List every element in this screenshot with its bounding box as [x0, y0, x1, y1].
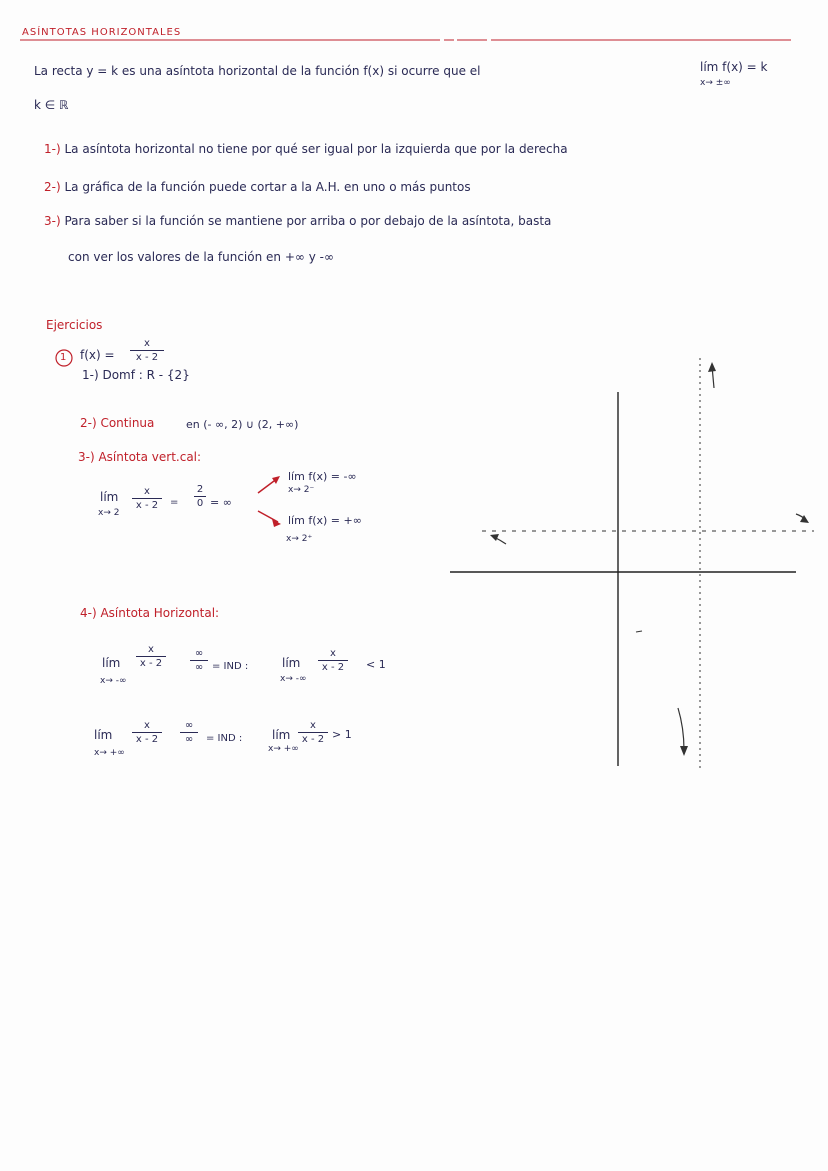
- v-limit: lím: [100, 490, 119, 504]
- horizontal-asymptote-label: 4-) Asíntota Horizontal:: [80, 606, 220, 620]
- fraction-numerator: x: [144, 338, 150, 349]
- fraction-numerator: ∞: [194, 648, 204, 659]
- arrow-up-icon: [708, 362, 716, 388]
- fraction-numerator: 2: [196, 484, 204, 495]
- v-limit-sub: x→ 2: [98, 508, 120, 518]
- v-left-limit: lím f(x) = -∞: [288, 470, 357, 483]
- definition-limit-sub: x→ ±∞: [700, 78, 731, 88]
- v-right-limit: lím f(x) = +∞: [288, 514, 362, 527]
- h1-indeterminate: = IND :: [212, 661, 249, 672]
- h2-limit-2: lím: [272, 728, 291, 742]
- arrow-down-icon: [678, 708, 688, 756]
- fraction-denominator: ∞: [194, 662, 204, 673]
- h1-comparison: < 1: [366, 658, 386, 671]
- v-result: = ∞: [210, 496, 232, 509]
- h1-limit: lím: [102, 656, 121, 670]
- page-title: ASÍNTOTAS HORIZONTALES: [22, 27, 182, 38]
- note-text: La gráfica de la función puede cortar a la A.H. en uno o más puntos: [64, 180, 471, 194]
- fraction-numerator: ∞: [184, 720, 194, 731]
- note-number: 1-): [44, 142, 61, 156]
- fraction-denominator: x - 2: [135, 500, 159, 511]
- fraction-numerator: x: [144, 720, 150, 731]
- fraction-denominator: 0: [196, 498, 204, 509]
- note-text: Para saber si la función se mantiene por arriba o por debajo de la asíntota, basta: [64, 214, 552, 228]
- h2-comparison: > 1: [332, 728, 352, 741]
- fraction-denominator: x - 2: [135, 734, 159, 745]
- note-3-continued: con ver los valores de la función en +∞ y -∞: [68, 250, 334, 264]
- exercise-number: 1: [60, 352, 67, 363]
- fraction-denominator: x - 2: [139, 658, 163, 669]
- note-text: La asíntota horizontal no tiene por qué ser igual por la izquierda que por la derecha: [64, 142, 568, 156]
- h1-limit-sub: x→ -∞: [100, 676, 127, 686]
- h2-limit-sub: x→ +∞: [94, 748, 125, 758]
- v-right-limit-sub: x→ 2⁺: [286, 534, 313, 544]
- definition-limit: lím f(x) = k: [700, 60, 768, 74]
- fraction-numerator: x: [148, 644, 154, 655]
- continuity-interval: en (- ∞, 2) ∪ (2, +∞): [186, 418, 299, 431]
- fraction-numerator: x: [144, 486, 150, 497]
- exercises-title: Ejercicios: [46, 318, 103, 332]
- v-equals: =: [170, 497, 179, 508]
- h1-limit-2-sub: x→ -∞: [280, 674, 307, 684]
- function-label: f(x) =: [80, 348, 115, 362]
- arrow-right-icon: [796, 514, 809, 523]
- h1-limit-2: lím: [282, 656, 301, 670]
- arrow-left-icon: [490, 534, 506, 544]
- h2-limit: lím: [94, 728, 113, 742]
- note-number: 2-): [44, 180, 61, 194]
- fraction-numerator: x: [330, 648, 336, 659]
- continuity-label: 2-) Continua: [80, 416, 155, 430]
- v-left-limit-sub: x→ 2⁻: [288, 485, 315, 495]
- note-number: 3-): [44, 214, 61, 228]
- fraction-denominator: x - 2: [321, 662, 345, 673]
- vertical-asymptote-label: 3-) Asíntota vert.cal:: [78, 450, 202, 464]
- definition-text: La recta y = k es una asíntota horizontal de la función f(x) si ocurre que el: [34, 64, 481, 78]
- domain: 1-) Domf : R - {2}: [82, 368, 190, 382]
- definition-k-real: k ∈ ℝ: [34, 98, 69, 112]
- h2-indeterminate: = IND :: [206, 733, 243, 744]
- axis-tick-mark: [636, 631, 642, 632]
- fraction-numerator: x: [310, 720, 316, 731]
- fraction-denominator: x - 2: [135, 352, 159, 363]
- fraction-denominator: ∞: [184, 734, 194, 745]
- h2-limit-2-sub: x→ +∞: [268, 744, 299, 754]
- fraction-denominator: x - 2: [301, 734, 325, 745]
